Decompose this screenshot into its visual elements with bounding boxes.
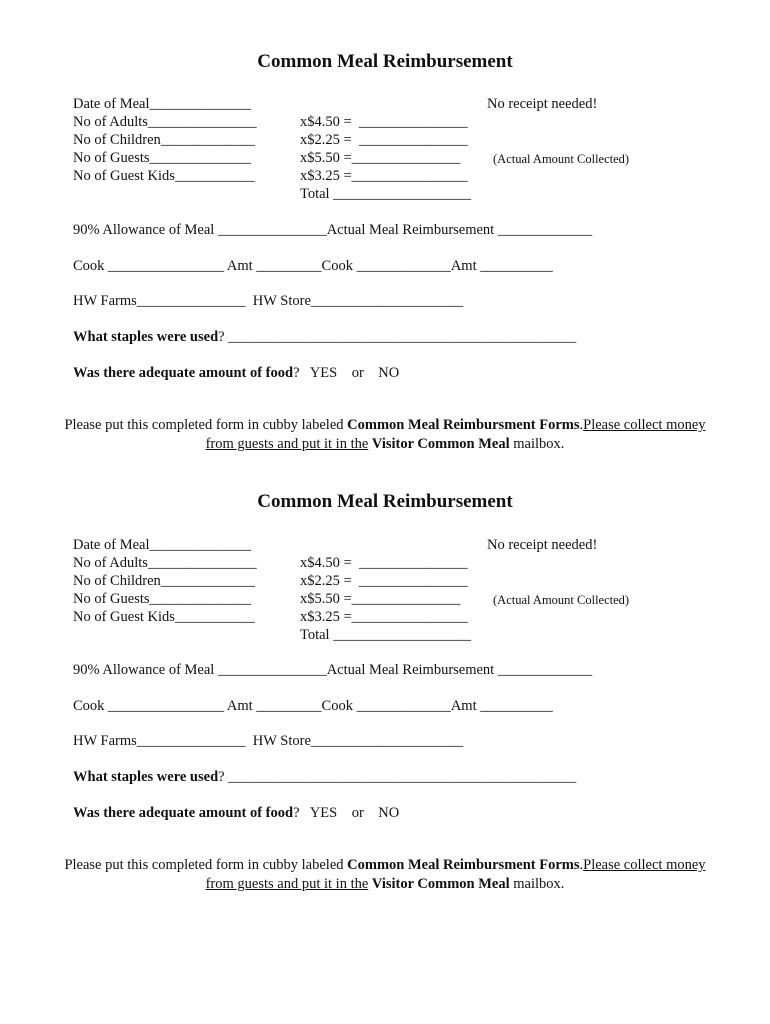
adequate-food-label: Was there adequate amount of food	[73, 365, 294, 381]
total-field[interactable]: Total ___________________	[300, 627, 471, 643]
no-receipt-needed-note: No receipt needed!	[487, 96, 598, 112]
note-period: .	[579, 417, 584, 433]
collect-money-instruction: Please collect money from guests and put it in the	[205, 857, 706, 892]
cook-amount-fields[interactable]: Cook ________________ Amt _________Cook _____________Amt __________	[73, 258, 553, 274]
cubby-label-name: Common Meal Reimbursment Forms	[347, 857, 580, 873]
mailbox-name: Visitor Common Meal	[371, 876, 510, 892]
cubby-label-name: Common Meal Reimbursment Forms	[347, 417, 580, 433]
no-receipt-needed-note: No receipt needed!	[487, 537, 598, 553]
staples-used-line: ? ________________________________________________	[218, 329, 577, 345]
note-ending: mailbox.	[509, 436, 565, 452]
no-of-children-field[interactable]: No of Children_____________	[73, 132, 256, 148]
staples-used-label: What staples were used	[73, 769, 219, 785]
hw-farms-store-fields[interactable]: HW Farms_______________ HW Store_____________________	[73, 293, 464, 309]
staples-used-label: What staples were used	[73, 329, 219, 345]
adequate-food-label: Was there adequate amount of food	[73, 805, 294, 821]
no-of-guest-kids-field[interactable]: No of Guest Kids___________	[73, 168, 255, 184]
cook-amount-fields[interactable]: Cook ________________ Amt _________Cook _____________Amt __________	[73, 698, 553, 714]
no-of-guests-field[interactable]: No of Guests______________	[73, 591, 252, 607]
children-rate-field[interactable]: x$2.25 = _______________	[300, 573, 468, 589]
no-of-guest-kids-field[interactable]: No of Guest Kids___________	[73, 609, 255, 625]
staples-used-field[interactable]	[73, 768, 576, 786]
reimbursement-form	[0, 0, 770, 452]
no-of-guests-field[interactable]: No of Guests______________	[73, 150, 252, 166]
mailbox-name: Visitor Common Meal	[371, 436, 510, 452]
no-of-adults-field[interactable]: No of Adults_______________	[73, 114, 257, 130]
note-text: Please put this completed form in cubby labeled	[64, 417, 348, 433]
adults-rate-field[interactable]: x$4.50 = _______________	[300, 114, 468, 130]
note-period: .	[579, 857, 584, 873]
hw-farms-store-fields[interactable]: HW Farms_______________ HW Store_____________________	[73, 733, 464, 749]
adults-rate-field[interactable]: x$4.50 = _______________	[300, 555, 468, 571]
guests-rate-field[interactable]: x$5.50 =_______________	[300, 591, 461, 607]
reimbursement-form	[0, 440, 770, 892]
guests-rate-field[interactable]: x$5.50 =_______________	[300, 150, 461, 166]
guest-kids-rate-field[interactable]: x$3.25 =________________	[300, 168, 468, 184]
form-title: Common Meal Reimbursement	[257, 491, 513, 512]
staples-used-line: ? ________________________________________________	[218, 769, 577, 785]
yes-or-no-options: ? YES or NO	[293, 365, 400, 381]
note-text: Please put this completed form in cubby labeled	[64, 857, 348, 873]
adequate-food-question[interactable]	[73, 804, 399, 822]
adequate-food-question[interactable]	[73, 364, 399, 382]
total-field[interactable]: Total ___________________	[300, 186, 471, 202]
note-ending: mailbox.	[509, 876, 565, 892]
collect-money-instruction: Please collect money from guests and put it in the	[205, 417, 706, 452]
no-of-children-field[interactable]: No of Children_____________	[73, 573, 256, 589]
guest-kids-rate-field[interactable]: x$3.25 =________________	[300, 609, 468, 625]
allowance-and-reimbursement-fields[interactable]: 90% Allowance of Meal _______________Actual Meal Reimbursement _____________	[73, 222, 593, 238]
yes-or-no-options: ? YES or NO	[293, 805, 400, 821]
children-rate-field[interactable]: x$2.25 = _______________	[300, 132, 468, 148]
form-title: Common Meal Reimbursement	[257, 51, 513, 72]
no-of-adults-field[interactable]: No of Adults_______________	[73, 555, 257, 571]
instructions-note	[60, 856, 710, 894]
date-of-meal-field[interactable]: Date of Meal______________	[73, 96, 251, 112]
actual-amount-collected-label: (Actual Amount Collected)	[493, 152, 630, 166]
staples-used-field[interactable]	[73, 328, 576, 346]
actual-amount-collected-label: (Actual Amount Collected)	[493, 593, 630, 607]
allowance-and-reimbursement-fields[interactable]: 90% Allowance of Meal _______________Actual Meal Reimbursement _____________	[73, 662, 593, 678]
date-of-meal-field[interactable]: Date of Meal______________	[73, 537, 251, 553]
